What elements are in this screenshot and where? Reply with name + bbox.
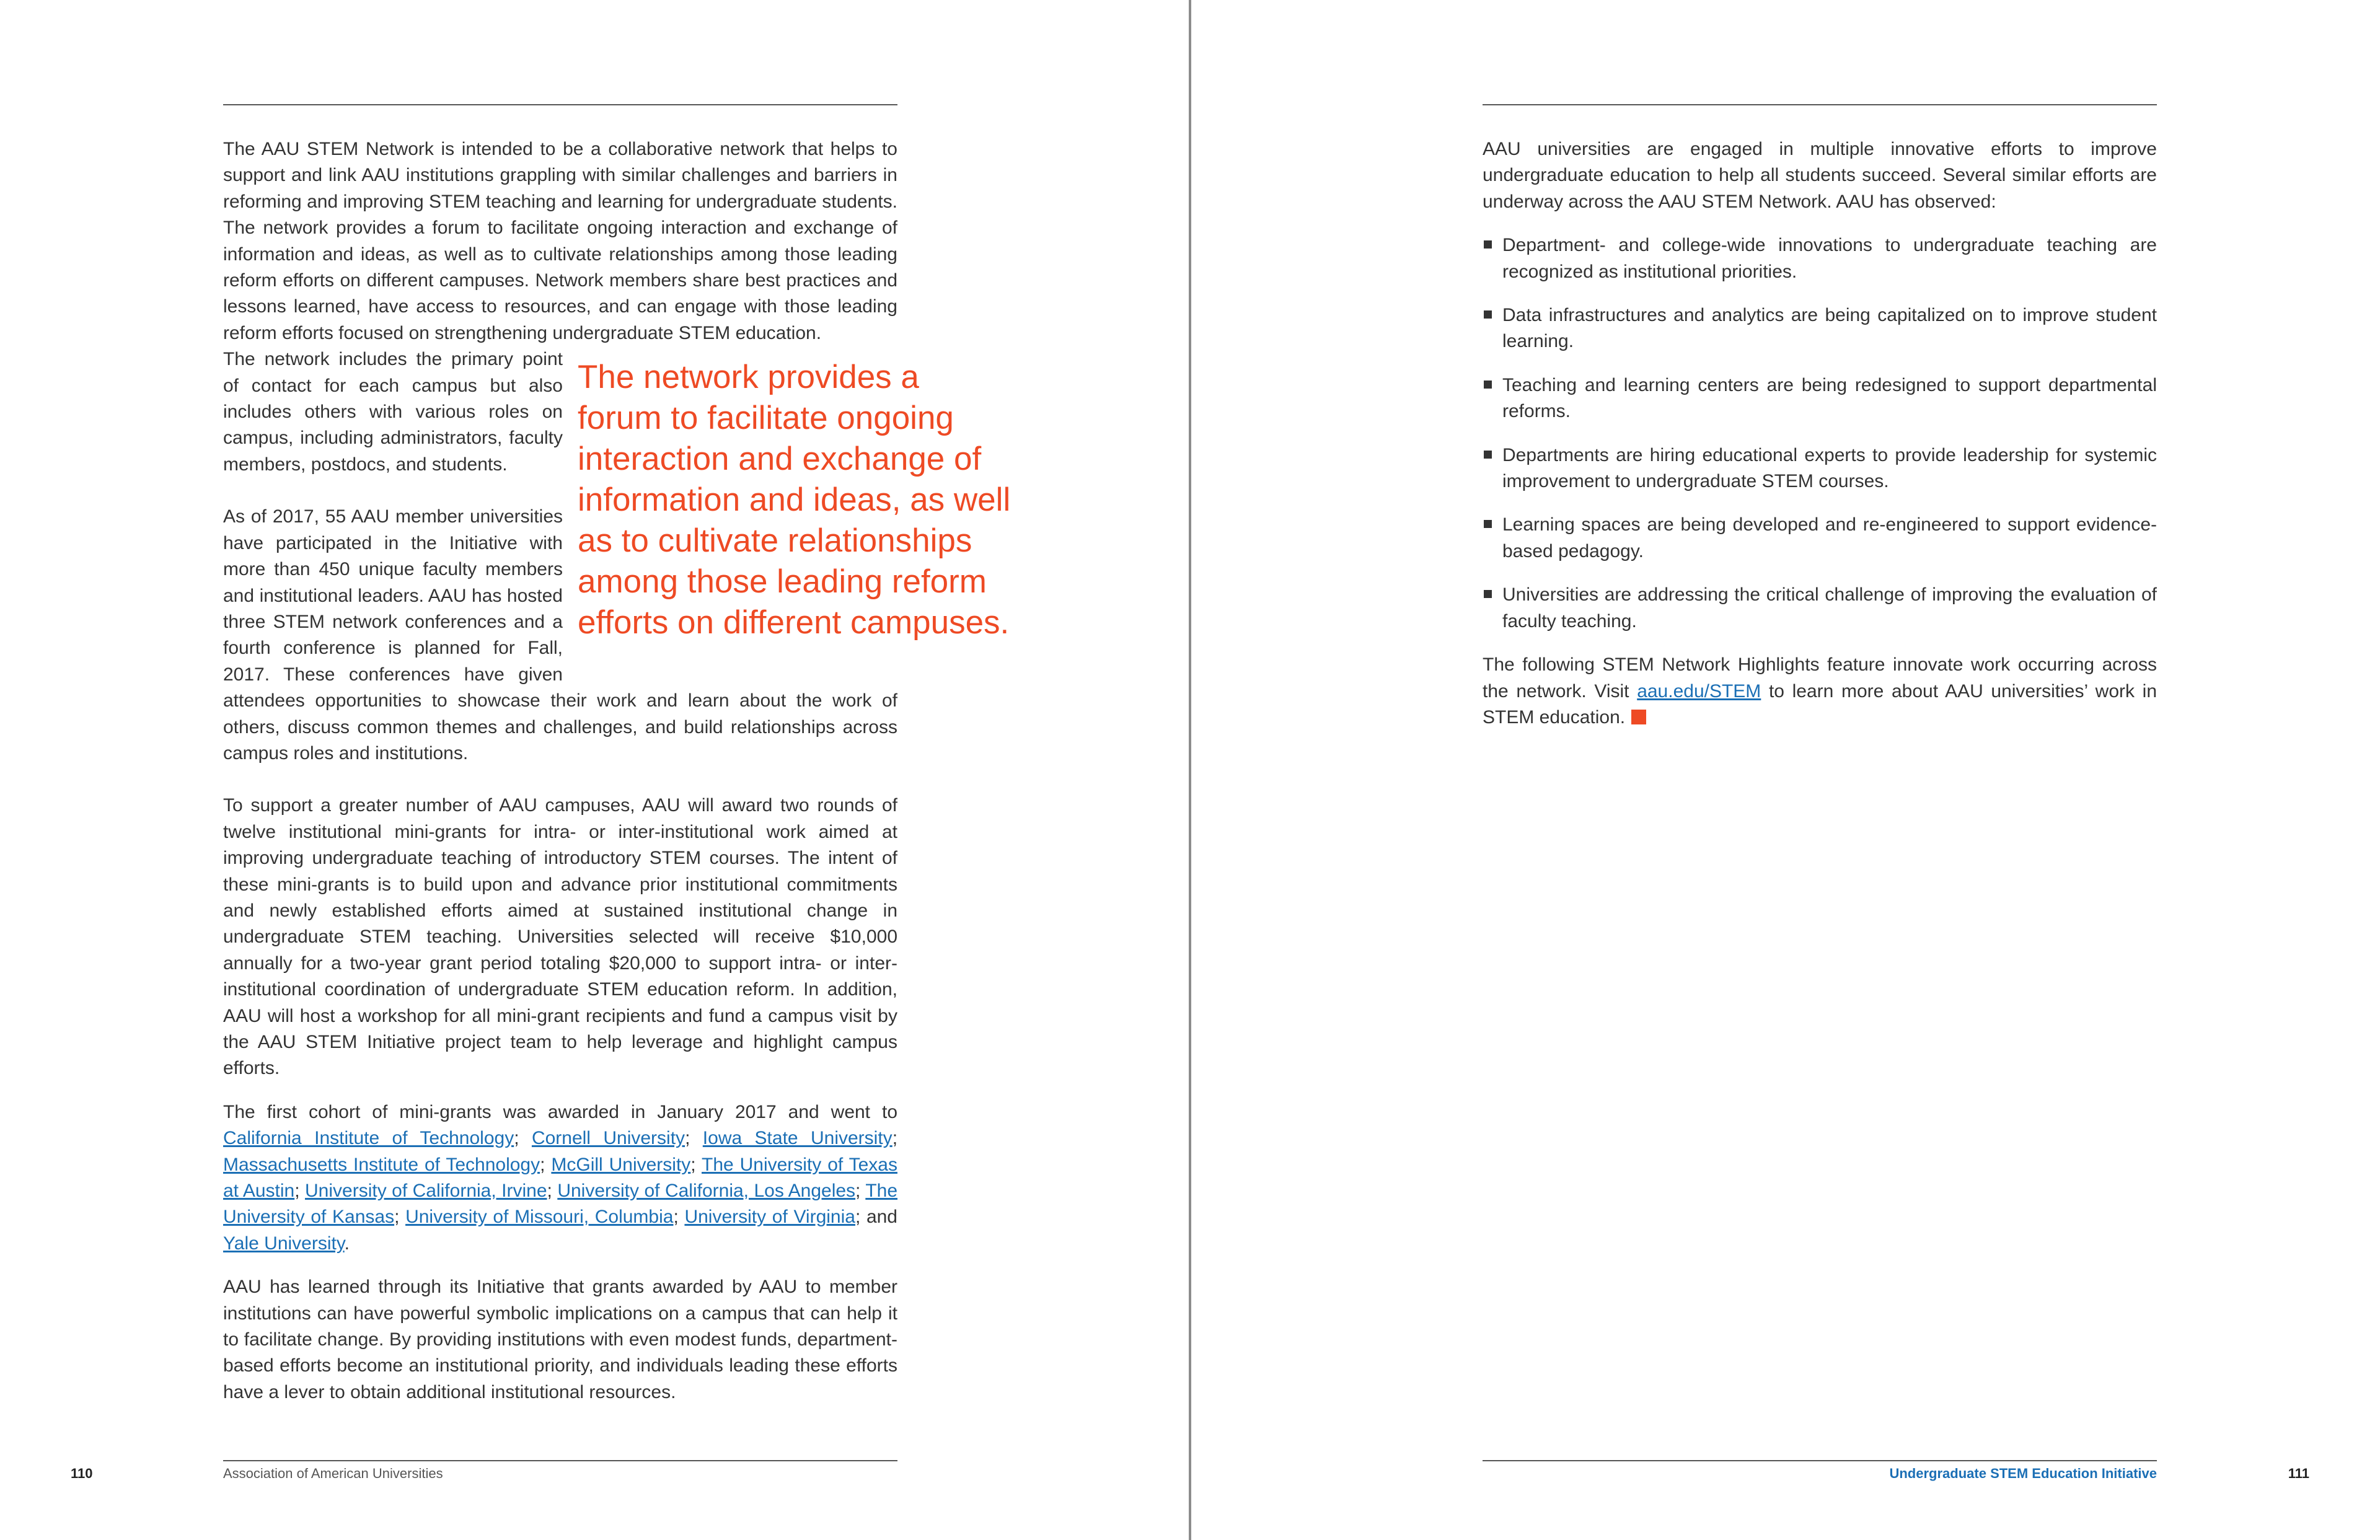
- paragraph-mini-grants: To support a greater number of AAU campuses, AAU will award two rounds of twelve institutional mini-grants for intra- or inter-institutional work aimed at improving undergraduate teaching of introductory STEM courses. The intent of these mini-grants is to build upon and advance prior institutional commitments and newly established efforts aimed at sustained institutional change in undergraduate STEM teaching. Universities selected will receive $10,000 annually for a two-year grant period totaling $20,000 to support intra- or inter-institutional coordination of undergraduate STEM education reform. In addition, AAU will host a workshop for all mini-grant recipients and fund a campus visit by the AAU STEM Initiative project team to help leverage and highlight campus efforts.: [223, 795, 897, 1079]
- bottom-rule-left: [223, 1460, 897, 1461]
- aau-stem-link[interactable]: aau.edu/STEM: [1637, 680, 1761, 702]
- grantee-link-missouri[interactable]: University of Missouri, Columbia: [405, 1207, 674, 1228]
- list-item: Universities are addressing the critical challenge of improving the evaluation of faculty teaching.: [1483, 582, 2157, 635]
- list-item: Departments are hiring educational experts to provide leadership for systemic improvement to undergraduate STEM courses.: [1483, 442, 2157, 495]
- left-body: [223, 136, 897, 1406]
- bullet-square-icon: [1484, 381, 1492, 389]
- end-mark-icon: [1631, 710, 1646, 724]
- grantee-link-iowa-state[interactable]: Iowa State University: [702, 1128, 892, 1149]
- grantee-link-kansas[interactable]: The University of Kansas: [223, 1181, 898, 1228]
- grantee-link-mit[interactable]: Massachusetts Institute of Technology: [223, 1154, 540, 1175]
- right-body: [1483, 136, 2157, 731]
- bullet-square-icon: [1484, 451, 1492, 459]
- footer-initiative-title: Undergraduate STEM Education Initiative: [1889, 1466, 2157, 1481]
- pull-quote: The network provides a forum to facilitate ongoing interaction and exchange of information and ideas, as well as to cultivate relationships among those leading reform efforts on different campuses.: [578, 359, 1011, 641]
- paragraph-network-intro: The AAU STEM Network is intended to be a collaborative network that helps to support and link AAU institutions grappling with similar challenges and barriers in reforming and improving STEM teaching and learning for undergraduate students. The network provides a forum to facilitate ongoing interaction and exchange of information and ideas, as well as to cultivate relationships among those leading reform efforts on different campuses. Network members share best practices and lessons learned, have access to resources, and can engage with those leading reform efforts focused on strengthening undergraduate STEM education.: [223, 139, 897, 343]
- bullet-square-icon: [1484, 240, 1492, 249]
- grantee-link-uc-irvine[interactable]: University of California, Irvine: [305, 1181, 547, 1202]
- page-number-right: 111: [2288, 1466, 2309, 1481]
- grantee-link-caltech[interactable]: California Institute of Technology: [223, 1128, 514, 1149]
- left-page: [0, 0, 1189, 1540]
- paragraph-network-members: The network includes the primary point of contact for each campus but also includes others with various roles on campus, including administrators, faculty members, postdocs, and students.: [223, 349, 563, 475]
- bullet-square-icon: [1484, 520, 1492, 528]
- bottom-rule-right: [1483, 1460, 2157, 1461]
- grantees-intro: The first cohort of mini-grants was awarded in January 2017 and went to: [223, 1101, 897, 1122]
- grantee-link-virginia[interactable]: University of Virginia: [684, 1207, 855, 1228]
- grantee-link-cornell[interactable]: Cornell University: [531, 1128, 685, 1149]
- grantee-link-ut-austin[interactable]: The University of Texas at Austin: [223, 1154, 897, 1202]
- bullet-square-icon: [1484, 310, 1492, 319]
- bullet-square-icon: [1484, 590, 1492, 598]
- paragraph-symbolic-implications: AAU has learned through its Initiative that grants awarded by AAU to member institutions can have powerful symbolic implications on a campus that can help it to facilitate change. By providing institutions with even modest funds, department-based efforts become an institutional priority, and individuals leading these efforts have a lever to obtain additional institutional resources.: [223, 1277, 897, 1402]
- grantee-link-mcgill[interactable]: McGill University: [551, 1154, 691, 1175]
- top-rule-right: [1483, 104, 2157, 105]
- top-rule-left: [223, 104, 897, 105]
- list-item: Learning spaces are being developed and re-engineered to support evidence-based pedagogy.: [1483, 512, 2157, 565]
- grantees-and: and: [866, 1207, 897, 1228]
- paragraph-participation: As of 2017, 55 AAU member universities have participated in the Initiative with more than 450 unique faculty members and institutional leaders. AAU has hosted three STEM network conferences and a fourth conference is planned for Fall, 2017. These conferences have given attendees opportunities to showcase their work and learn about the work of others, discuss common themes and challenges, and build relationships across campus roles and institutions.: [223, 506, 897, 763]
- paragraph-network-highlights: The following STEM Network Highlights feature innovate work occurring across the network. Visit aau.edu/STEM to learn more about AAU universities’ work in STEM education.: [1483, 654, 2157, 728]
- footer-publisher: Association of American Universities: [223, 1466, 443, 1481]
- list-item: Department- and college-wide innovations to undergraduate teaching are recognized as institutional priorities.: [1483, 232, 2157, 285]
- observations-list: [1483, 232, 2157, 635]
- paragraph-grantees: The first cohort of mini-grants was awarded in January 2017 and went to California Institute of Technology; Cornell University; Iowa State University; Massachusetts Institute of Technology; McGill University; The University of Texas at Austin; University of California, Irvine; University of California, Los Angeles; The University of Kansas; University of Missouri, Columbia; University of Virginia; and Yale University.: [223, 1101, 898, 1254]
- paragraph-innovative-efforts: AAU universities are engaged in multiple innovative efforts to improve undergraduate education to help all students succeed. Several similar efforts are underway across the AAU STEM Network. AAU has observed:: [1483, 139, 2157, 212]
- list-item: Teaching and learning centers are being redesigned to support departmental reforms.: [1483, 372, 2157, 425]
- grantee-link-yale[interactable]: Yale University: [223, 1233, 345, 1254]
- grantee-link-ucla[interactable]: University of California, Los Angeles: [557, 1181, 856, 1202]
- right-page: [1191, 0, 2380, 1540]
- list-item: Data infrastructures and analytics are being capitalized on to improve student learning.: [1483, 302, 2157, 355]
- page-number-left: 110: [71, 1466, 93, 1481]
